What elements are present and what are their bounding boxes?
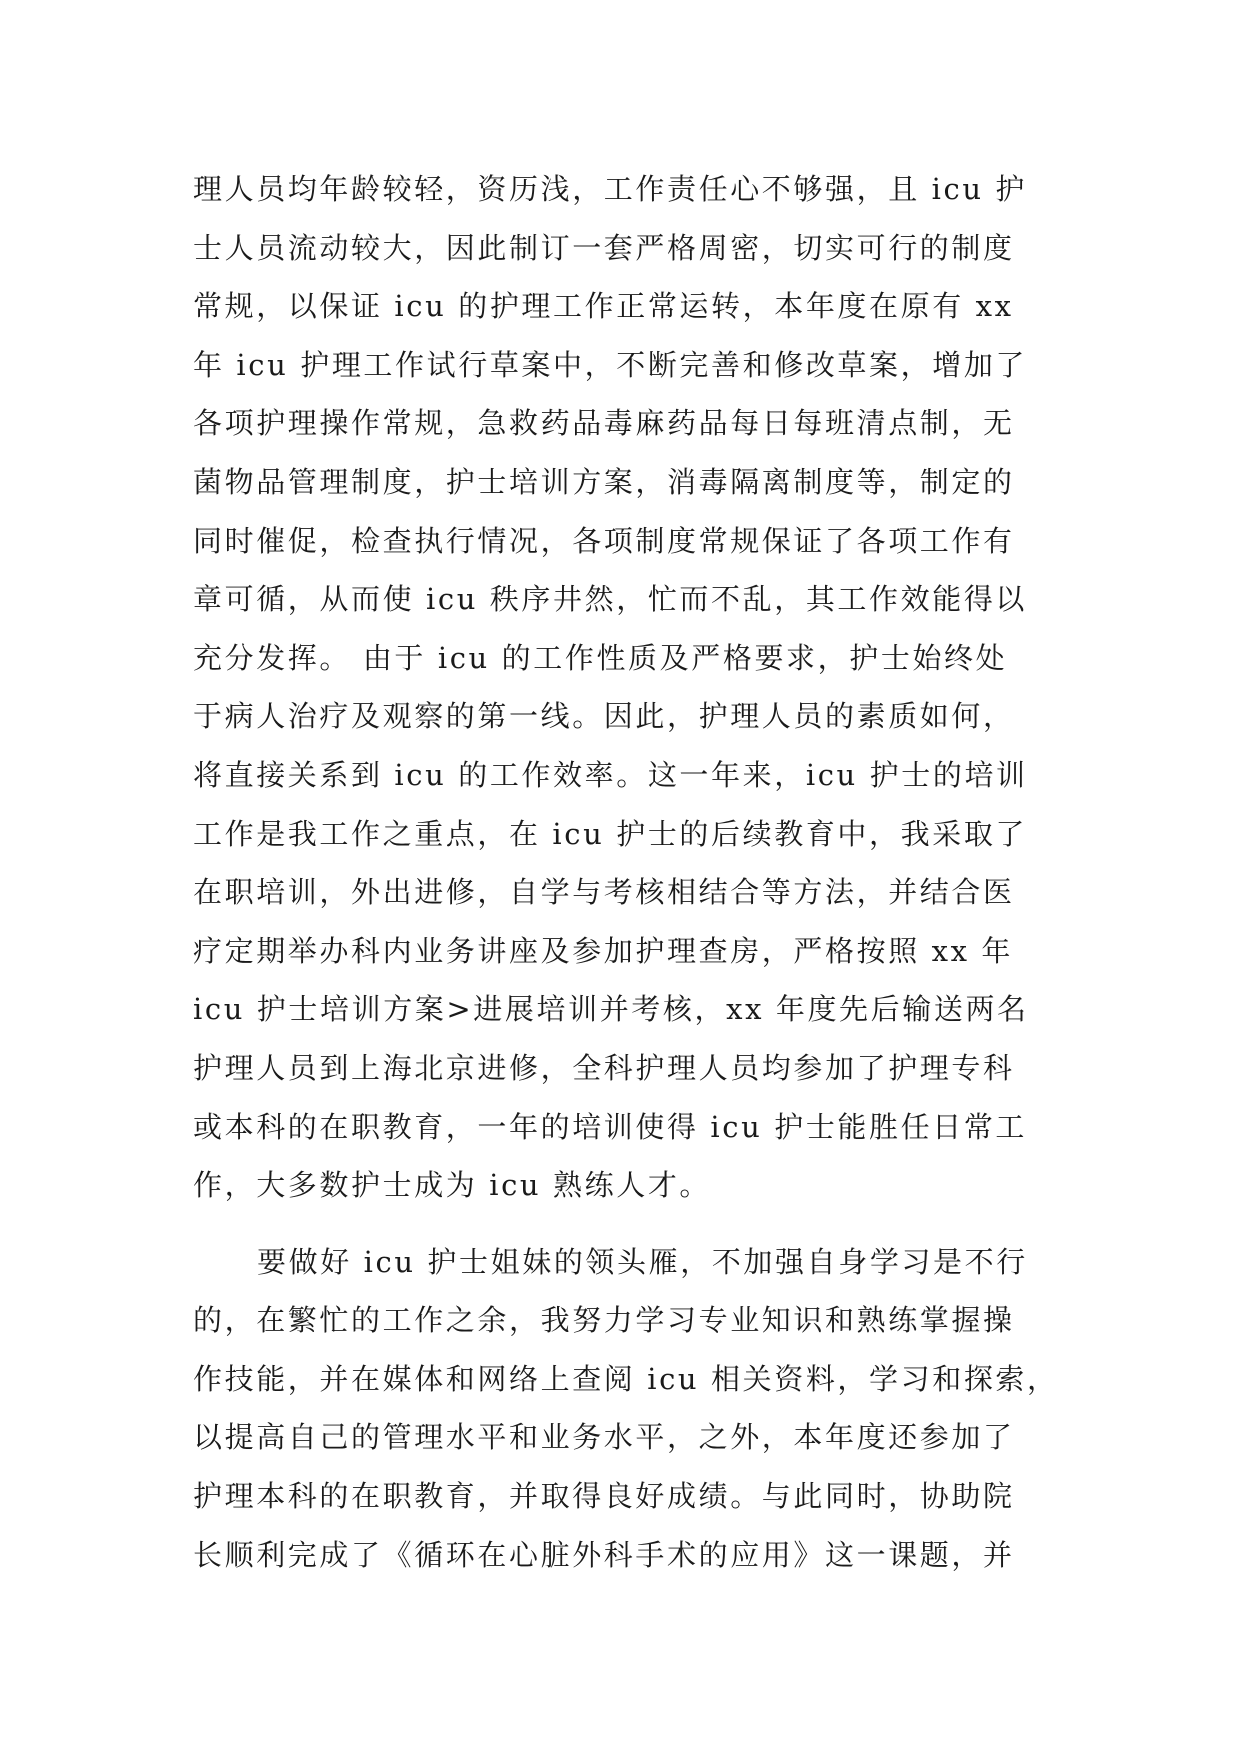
paragraph-1 bbox=[193, 160, 1053, 1215]
text-line: 充分发挥。 由于 icu 的工作性质及严格要求，护士始终处 bbox=[193, 640, 1008, 675]
text-line: 作，大多数护士成为 icu 熟练人才。 bbox=[193, 1168, 712, 1203]
paragraph-spacer bbox=[193, 1215, 1053, 1233]
text-line: 年 icu 护理工作试行草案中，不断完善和修改草案，增加了 bbox=[193, 347, 1028, 382]
text-line: 常规，以保证 icu 的护理工作正常运转，本年度在原有 xx bbox=[193, 289, 1014, 324]
text-line: 要做好 icu 护士姐妹的领头雁，不加强自身学习是不行 bbox=[257, 1244, 1028, 1279]
text-line: 将直接关系到 icu 的工作效率。这一年来，icu 护士的培训 bbox=[193, 757, 1028, 792]
text-line: 的，在繁忙的工作之余，我努力学习专业知识和熟练掌握操 bbox=[193, 1303, 1015, 1338]
text-line: 长顺利完成了《循环在心脏外科手术的应用》这一课题，并 bbox=[193, 1537, 1015, 1572]
text-line: 在职培训，外出进修，自学与考核相结合等方法，并结合医 bbox=[193, 875, 1015, 910]
text-line: 疗定期举办科内业务讲座及参加护理查房，严格按照 xx 年 bbox=[193, 933, 1013, 968]
text-line: 或本科的在职教育，一年的培训使得 icu 护士能胜任日常工 bbox=[193, 1109, 1028, 1144]
text-line: 于病人治疗及观察的第一线。因此，护理人员的素质如何， bbox=[193, 699, 1015, 734]
text-line: 护理人员到上海北京进修，全科护理人员均参加了护理专科 bbox=[193, 1050, 1015, 1085]
text-line: 菌物品管理制度，护士培训方案，消毒隔离制度等，制定的 bbox=[193, 464, 1015, 499]
paragraph-2 bbox=[193, 1233, 1059, 1585]
text-line: 作技能，并在媒体和网络上查阅 icu 相关资料，学习和探索， bbox=[193, 1361, 1059, 1396]
text-line: icu 护士培训方案>进展培训并考核，xx 年度先后输送两名 bbox=[193, 992, 1029, 1027]
text-line: 士人员流动较大，因此制订一套严格周密，切实可行的制度 bbox=[193, 230, 1015, 265]
text-line: 章可循，从而使 icu 秩序井然，忙而不乱，其工作效能得以 bbox=[193, 582, 1028, 617]
text-line: 同时催促，检查执行情况，各项制度常规保证了各项工作有 bbox=[193, 523, 1015, 558]
text-line: 各项护理操作常规，急救药品毒麻药品每日每班清点制，无 bbox=[193, 406, 1015, 441]
text-line: 理人员均年龄较轻，资历浅，工作责任心不够强，且 icu 护 bbox=[193, 172, 1028, 206]
text-line: 工作是我工作之重点，在 icu 护士的后续教育中，我采取了 bbox=[193, 816, 1028, 851]
text-line: 以提高自己的管理水平和业务水平，之外，本年度还参加了 bbox=[193, 1420, 1015, 1455]
text-line: 护理本科的在职教育，并取得良好成绩。与此同时，协助院 bbox=[193, 1479, 1015, 1514]
body-text bbox=[193, 160, 1059, 1584]
